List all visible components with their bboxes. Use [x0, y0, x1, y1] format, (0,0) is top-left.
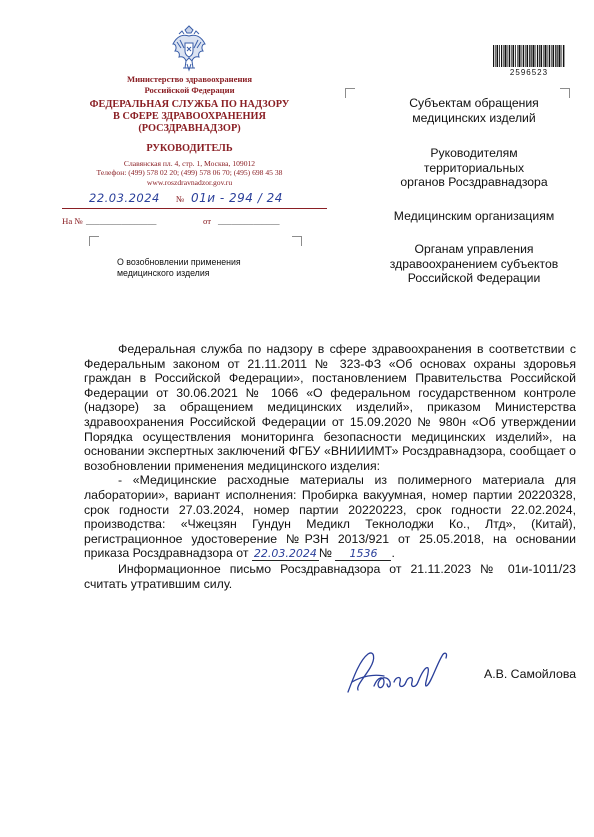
handwritten-signature-icon	[344, 646, 462, 698]
addressee-item: Органам управления здравоохранением субъектов Российской Федерации	[389, 242, 559, 285]
body-paragraph: Информационное письмо Росздравнадзора от 21.11.2023 № 01и-1011/23 считать утратившим силу.	[84, 561, 576, 591]
corner-mark	[345, 88, 355, 98]
body-paragraph: Федеральная служба по надзору в сфере здравоохранения в соответствии с Федеральным законом от 21.11.2011 № 323-ФЗ «Об основах охраны здоровья граждан в Российской Федерации», постановлением Правительства Российской Федерации от 30.06.2021 № 1066 «О федеральном государственном контроле (надзоре) за обращением медицинских изделий», приказом Министерства здравоохранения Российской Федерации от 15.09.2020 № 980н «Об утверждении Порядка осуществления мониторинга безопасности медицинских изделий», на основании экспертных заключений ФГБУ «ВНИИИМТ» Росздравнадзора, сообщает о возобновлении применения медицинского изделия:	[84, 342, 576, 473]
from-label: от	[203, 216, 212, 226]
addressee-item: Субъектам обращения медицинских изделий	[409, 96, 539, 125]
body-paragraph-text: - «Медицинские расходные материалы из полимерного материала для лаборатории», вариант исполнения: Пробирка вакуумная, номер партии 20220328, срок годности 27.03.2024, номер партии 20220223, срок годности 22.02.2024, производства: «Чжецзян Гундун Медикл Текнолоджи Ко., Лтд», (Китай), регистрационное удостоверение №РЗН 2013/921 от 25.05.2018, на основании приказа Росздравнадзора от	[84, 473, 576, 561]
reg-no-label: №	[176, 194, 185, 204]
corner-mark	[292, 236, 302, 246]
signer-name: А.В. Самойлова	[484, 667, 577, 681]
barcode-number: 2596523	[509, 68, 549, 77]
ref-blank: ________________	[86, 216, 157, 226]
reg-underline	[62, 208, 327, 209]
order-no-label: №	[318, 546, 333, 561]
addressee-item: Медицинским организациям	[393, 209, 555, 223]
corner-mark	[89, 236, 99, 246]
coat-of-arms-icon	[171, 24, 207, 74]
service-address: Славянская пл. 4, стр. 1, Москва, 109012 Телефон: (499) 578 02 20; (499) 578 06 70; (495) 698 45 38 www.roszdravnadzor.gov.ru	[96, 159, 283, 187]
service-name: ФЕДЕРАЛЬНАЯ СЛУЖБА ПО НАДЗОРУ В СФЕРЕ ЗДРАВООХРАНЕНИЯ (РОСЗДРАВНАДЗОР)	[89, 99, 290, 134]
handwritten-date: 22.03.2024	[89, 191, 160, 205]
ministry-name: Министерство здравоохранения Российской Федерации	[126, 74, 253, 95]
body-paragraph	[84, 473, 576, 562]
head-title: РУКОВОДИТЕЛЬ	[146, 143, 233, 154]
handwritten-order-number: 1536	[335, 547, 391, 561]
handwritten-reg-number: 01и - 294 / 24	[191, 191, 283, 205]
addressee-item: Руководителям территориальных органов Росздравнадзора	[400, 146, 548, 189]
barcode-icon	[493, 45, 565, 67]
sentence-end: .	[391, 546, 395, 561]
letter-subject: О возобновлении применения медицинского изделия	[117, 257, 241, 278]
letter-body	[84, 342, 576, 591]
handwritten-order-date: 22.03.2024	[253, 547, 317, 561]
ref-label: На №	[62, 216, 83, 226]
from-blank: ______________	[218, 216, 280, 226]
